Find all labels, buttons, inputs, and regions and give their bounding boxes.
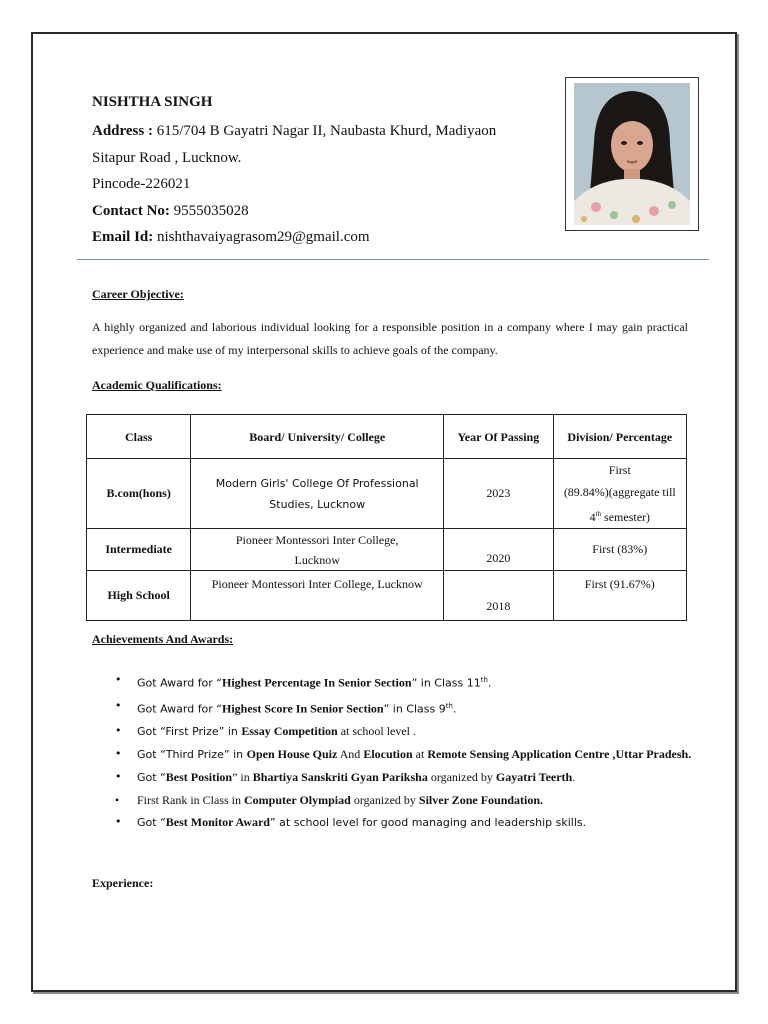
list-item: • Got “Third Prize” in Open House Quiz And Elocution at Remote Sensing Application Centre ,Uttar Pradesh. — [137, 743, 697, 766]
achievements-heading: Achievements And Awards: — [92, 632, 234, 646]
profile-photo-frame — [565, 77, 699, 231]
cell-year: 2018 — [444, 571, 554, 621]
bullet-icon: • — [115, 673, 122, 686]
cell-year: 2020 — [444, 529, 554, 571]
address-line-1 — [92, 122, 496, 140]
table-header-row — [87, 415, 687, 459]
career-objective-text: A highly organized and laborious individual looking for a responsible position in a company where I may gain practical experience and make use of my interpersonal skills to achieve goals of the company. — [92, 320, 688, 357]
bullet-icon: • — [115, 815, 122, 829]
experience-heading: Experience: — [92, 876, 154, 890]
bullet-icon: • — [115, 698, 122, 712]
profile-photo — [574, 83, 690, 225]
bullet-icon: • — [115, 724, 122, 738]
list-item: • Got “Best Position” in Bhartiya Sanskriti Gyan Pariksha organized by Gayatri Teerth. — [137, 766, 697, 789]
cell-class: Intermediate — [87, 529, 191, 571]
email-line — [92, 228, 370, 246]
candidate-name: NISHTHA SINGH — [92, 94, 213, 110]
cell-class: High School — [87, 571, 191, 621]
table-row — [87, 529, 687, 571]
header-year: Year Of Passing — [444, 415, 554, 459]
resume-page — [31, 32, 737, 992]
list-item: • Got “First Prize” in Essay Competition at school level . — [137, 720, 697, 743]
list-item: • Got Award for “Highest Percentage In Senior Section” in Class 11th. — [137, 669, 697, 695]
contact-label: Contact No: — [92, 203, 170, 219]
email-label: Email Id: — [92, 229, 154, 245]
cell-division: First (83%) — [553, 529, 686, 571]
contact-value: 9555035028 — [169, 203, 249, 219]
contact-line — [92, 202, 249, 220]
email-value: nishthavaiyagrasom29@gmail.com — [153, 229, 370, 245]
address-line-2: Sitapur Road , Lucknow. — [92, 150, 242, 166]
cell-board: Pioneer Montessori Inter College, Lucknow — [191, 529, 444, 571]
list-item: • Got Award for “Highest Score In Senior Section” in Class 9th. — [137, 695, 697, 721]
header-class: Class — [87, 415, 191, 459]
career-objective-heading: Career Objective: — [92, 287, 184, 301]
table-row — [87, 571, 687, 621]
division-line-1: First — [608, 463, 631, 477]
address-label: Address : — [92, 123, 153, 139]
cell-board: Modern Girls' College Of Professional Studies, Lucknow — [191, 459, 444, 529]
table-row — [87, 459, 687, 529]
cell-division — [553, 459, 686, 529]
cell-class: B.com(hons) — [87, 459, 191, 529]
academic-table — [86, 414, 687, 621]
division-line-2: (89.84%)(aggregate till — [563, 485, 676, 499]
cell-division: First (91.67%) — [553, 571, 686, 621]
address-value: 615/704 B Gayatri Nagar II, Naubasta Khurd, Madiyaon — [152, 123, 497, 139]
bullet-icon: • — [115, 770, 122, 784]
bullet-icon: • — [115, 747, 122, 761]
division-line-3: 4th semester) — [589, 510, 651, 524]
cell-board: Pioneer Montessori Inter College, Lucknow — [191, 571, 444, 621]
header-divider — [77, 259, 709, 260]
list-item: • Got “Best Monitor Award” at school level for good managing and leadership skills. — [137, 811, 697, 834]
academic-heading: Academic Qualifications: — [92, 378, 222, 392]
cell-year: 2023 — [444, 459, 554, 529]
list-item: • First Rank in Class in Computer Olympiad organized by Silver Zone Foundation. — [137, 789, 697, 811]
achievements-list — [115, 669, 697, 834]
header-board: Board/ University/ College — [191, 415, 444, 459]
pincode: Pincode-226021 — [92, 176, 191, 192]
bullet-icon: • — [115, 793, 120, 808]
header-division: Division/ Percentage — [553, 415, 686, 459]
